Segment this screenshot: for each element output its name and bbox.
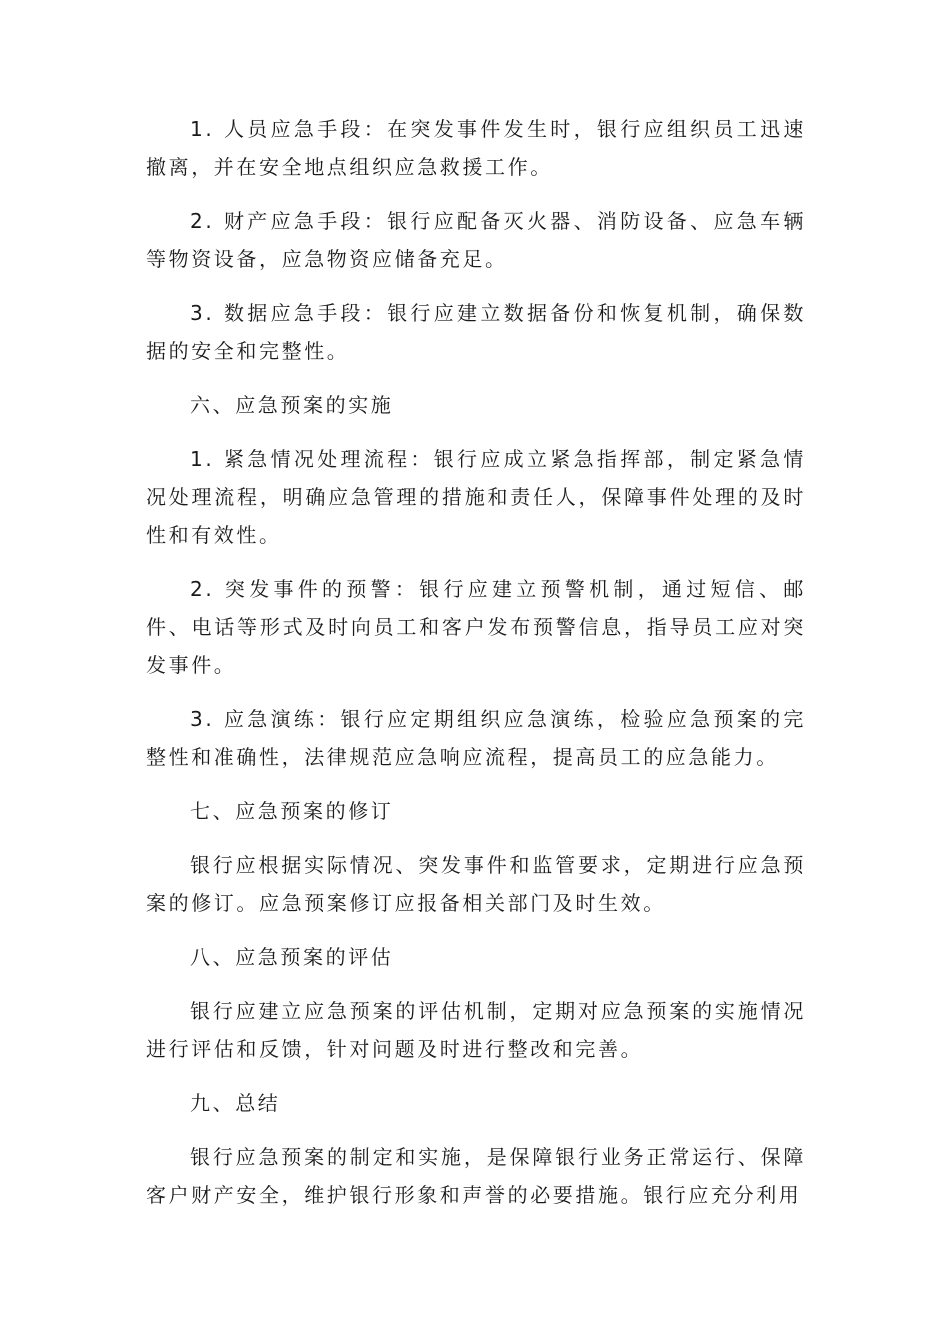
document-body <box>146 110 806 1230</box>
section-heading-summary: 九、总结 <box>190 1091 281 1115</box>
paragraph-summary: 银行应急预案的制定和实施，是保障银行业务正常运行、保障客户财产安全，维护银行形象和声誉的必要措施。银行应充分利用 <box>146 1145 806 1207</box>
paragraph-revision: 银行应根据实际情况、突发事件和监管要求，定期进行应急预案的修订。应急预案修订应报备相关部门及时生效。 <box>146 853 806 915</box>
paragraph-emergency-process: 1. 紧急情况处理流程：银行应成立紧急指挥部，制定紧急情况处理流程，明确应急管理的措施和责任人，保障事件处理的及时性和有效性。 <box>146 447 806 547</box>
section-heading-implementation: 六、应急预案的实施 <box>190 393 394 417</box>
paragraph-evaluation: 银行应建立应急预案的评估机制，定期对应急预案的实施情况进行评估和反馈，针对问题及时进行整改和完善。 <box>146 999 806 1061</box>
paragraph-emergency-drill: 3. 应急演练：银行应定期组织应急演练，检验应急预案的完整性和准确性，法律规范应急响应流程，提高员工的应急能力。 <box>146 707 806 769</box>
paragraph-personnel-emergency: 1. 人员应急手段：在突发事件发生时，银行应组织员工迅速撤离，并在安全地点组织应急救援工作。 <box>146 117 806 179</box>
paragraph-data-emergency: 3. 数据应急手段：银行应建立数据备份和恢复机制，确保数据的安全和完整性。 <box>146 301 806 363</box>
paragraph-property-emergency: 2. 财产应急手段：银行应配备灭火器、消防设备、应急车辆等物资设备，应急物资应储备充足。 <box>146 209 806 271</box>
section-heading-revision: 七、应急预案的修订 <box>190 799 394 823</box>
paragraph-early-warning: 2. 突发事件的预警：银行应建立预警机制，通过短信、邮件、电话等形式及时向员工和客户发布预警信息，指导员工应对突发事件。 <box>146 577 806 677</box>
section-heading-evaluation: 八、应急预案的评估 <box>190 945 394 969</box>
